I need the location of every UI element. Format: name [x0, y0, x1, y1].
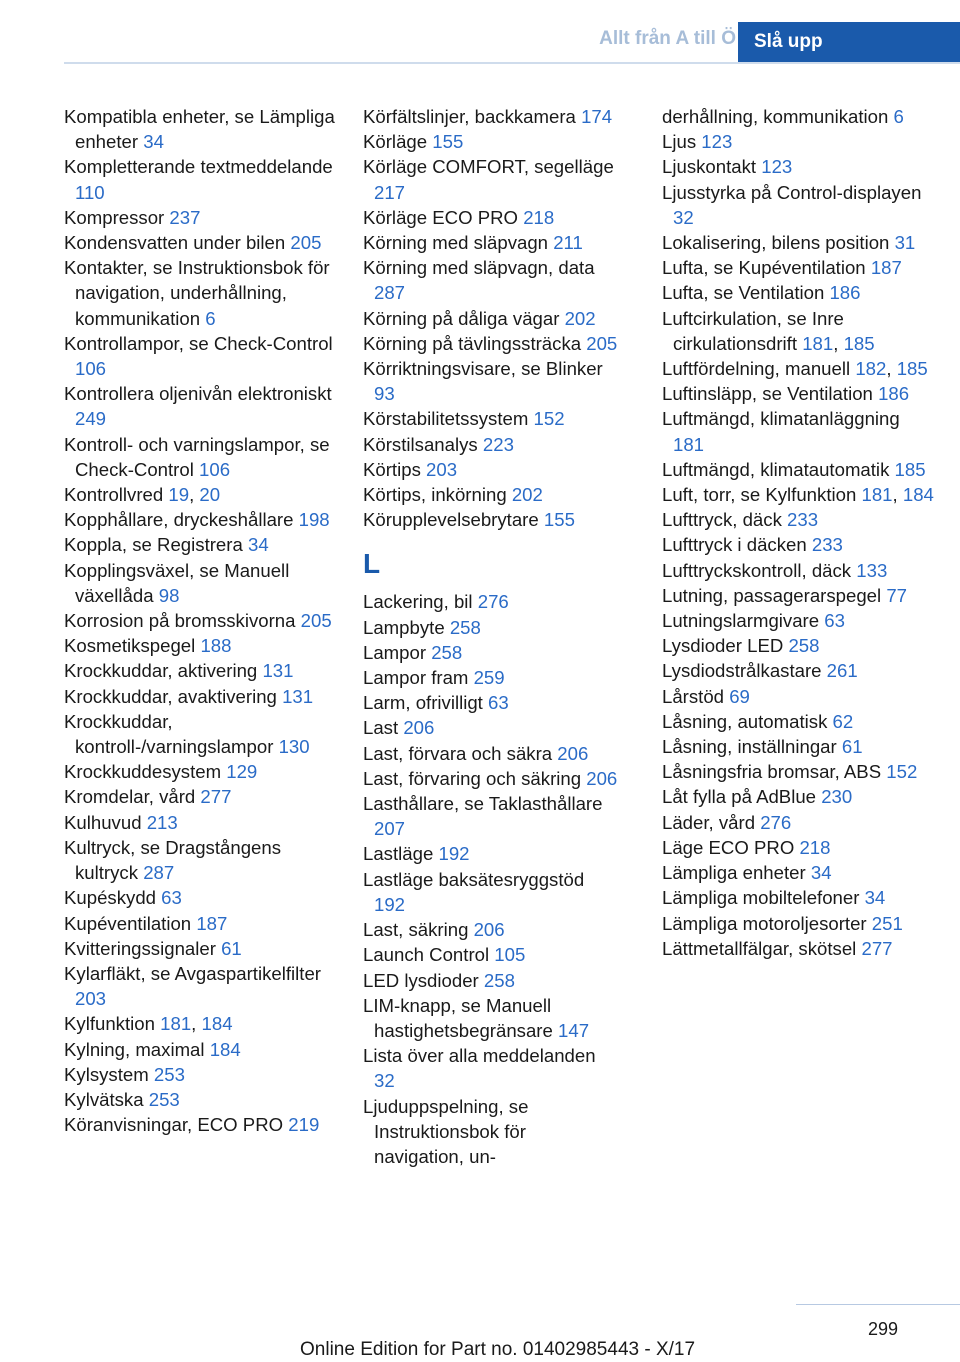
page-reference-link[interactable]: 258	[788, 635, 820, 657]
index-term: Körupplevelsebrytare	[363, 509, 539, 531]
page-reference-link[interactable]: 130	[278, 736, 310, 758]
index-term: Lämpliga enheter	[662, 862, 806, 884]
index-term: Kylarfläkt, se Avgaspartikelfilter	[64, 962, 321, 984]
page-reference-link[interactable]: 230	[821, 786, 853, 808]
page-reference-link[interactable]: 277	[200, 786, 232, 808]
index-term: Lufttryck i däcken	[662, 534, 807, 556]
index-column-1	[64, 104, 336, 1137]
page-reference-link[interactable]: 276	[760, 811, 792, 833]
page-reference-link[interactable]: 184	[201, 1013, 233, 1035]
index-entry	[662, 507, 934, 532]
page-reference-link[interactable]: 123	[701, 131, 733, 153]
index-entry	[363, 942, 618, 967]
page-reference-link[interactable]: 106	[75, 358, 107, 380]
index-term: Låt fylla på AdBlue	[662, 786, 817, 808]
page-reference-link[interactable]: 34	[864, 887, 886, 909]
page-reference-link[interactable]: 129	[226, 761, 258, 783]
index-term: Last, säkring	[363, 919, 469, 941]
index-entry	[662, 583, 934, 608]
page-reference-link[interactable]: 219	[288, 1114, 320, 1136]
page-reference-link[interactable]: 63	[488, 692, 509, 714]
index-term: Lysdioder LED	[662, 635, 784, 657]
index-term: Körning på dåliga vägar	[363, 307, 560, 329]
index-entry	[64, 432, 336, 482]
index-entry	[363, 766, 618, 791]
index-term: Lysdiodstrålkastare	[662, 660, 822, 682]
page-reference-link[interactable]: 152	[886, 761, 918, 783]
section-tab[interactable]: Allt från A till Ö	[599, 28, 736, 49]
index-entry	[363, 993, 618, 1043]
page-reference-link[interactable]: 131	[262, 660, 294, 682]
index-entry	[64, 507, 336, 532]
page-reference-link[interactable]: 6	[205, 307, 216, 329]
index-entry	[662, 280, 934, 305]
index-term: Kompletterande textmeddelande	[64, 156, 333, 178]
page-reference-link[interactable]: 152	[533, 408, 565, 430]
index-entry	[363, 482, 618, 507]
page-reference-link[interactable]: 205	[290, 232, 322, 254]
page-reference-link[interactable]: 206	[473, 919, 505, 941]
index-term: Ljuduppspelning, se Instruktionsbok för navigation, un-	[363, 1095, 529, 1167]
index-entry	[662, 684, 934, 709]
index-term: Luftinsläpp, se Ventilation	[662, 383, 873, 405]
index-term: Krockkuddesystem	[64, 761, 222, 783]
page-reference-link[interactable]: 206	[586, 767, 618, 789]
index-entry	[662, 255, 934, 280]
page-reference-link[interactable]: 181	[673, 433, 705, 455]
index-entry	[64, 936, 336, 961]
page-reference-link[interactable]: 63	[824, 610, 845, 632]
header-bar	[64, 0, 960, 64]
index-term: Låsning, automatisk	[662, 710, 828, 732]
index-entry	[363, 917, 618, 942]
page-reference-link[interactable]: 253	[153, 1063, 185, 1085]
index-entry	[363, 154, 618, 204]
index-entry	[662, 104, 934, 129]
index-entry	[662, 810, 934, 835]
page-reference-link[interactable]: 213	[146, 811, 178, 833]
index-term: Kosmetikspegel	[64, 635, 196, 657]
index-entry	[64, 1037, 336, 1062]
index-entry	[363, 205, 618, 230]
index-entry	[64, 1112, 336, 1137]
index-term: Lutningslarmgivare	[662, 610, 820, 632]
page-reference-link[interactable]: 276	[477, 591, 509, 613]
index-entry	[64, 154, 336, 204]
index-term: Kontroll- och varningslampor, se Check-Control	[64, 433, 330, 480]
index-term: Lasthållare, se Taklasthållare	[363, 793, 603, 815]
index-term: Körfältslinjer, backkamera	[363, 106, 576, 127]
index-term: Kompressor	[64, 206, 165, 228]
page-reference-link[interactable]: 253	[148, 1088, 180, 1110]
index-term: Kompatibla enheter, se Lämpliga enheter	[64, 106, 335, 153]
index-term: Lättmetallfälgar, skötsel	[662, 937, 857, 959]
index-entry	[64, 381, 336, 431]
page-reference-link[interactable]: 277	[861, 937, 893, 959]
index-entry	[662, 911, 934, 936]
index-term: Kylvätska	[64, 1088, 144, 1110]
page-reference-link[interactable]: 182	[855, 358, 887, 380]
index-entry	[64, 230, 336, 255]
page-reference-link[interactable]: 198	[298, 509, 330, 531]
index-entry: Luft, torr, se Kylfunktion 181, 184	[662, 484, 934, 506]
page-reference-link[interactable]: 123	[761, 156, 793, 178]
index-entry	[64, 709, 336, 759]
page-reference-link[interactable]: 185	[843, 332, 875, 354]
index-term: Kontrollera oljenivån elektroniskt	[64, 383, 332, 405]
page-reference-link[interactable]: 186	[829, 282, 861, 304]
page-reference-link[interactable]: 223	[482, 433, 514, 455]
index-term: Körning på tävlingssträcka	[363, 332, 582, 354]
index-term: Korrosion på bromsskivorna	[64, 610, 296, 632]
index-term: Läder, vård	[662, 811, 756, 833]
page-reference-link[interactable]: 192	[438, 843, 470, 865]
index-term: Körstilsanalys	[363, 433, 478, 455]
page-reference-link[interactable]: 181	[802, 332, 834, 354]
index-entry	[662, 180, 934, 230]
page-reference-link[interactable]: 188	[200, 635, 232, 657]
page-reference-link[interactable]: 251	[871, 912, 903, 934]
page-reference-link[interactable]: 233	[787, 509, 819, 531]
index-term: Lista över alla meddelanden	[363, 1045, 596, 1067]
index-term: Krockkuddar, aktivering	[64, 660, 258, 682]
index-term: Lämpliga mobiltelefoner	[662, 887, 860, 909]
page-reference-link[interactable]: 237	[169, 206, 201, 228]
page-reference-link[interactable]: 187	[196, 912, 228, 934]
index-entry	[662, 734, 934, 759]
index-term: Kromdelar, vård	[64, 786, 196, 808]
page-reference-link[interactable]: 63	[161, 887, 182, 909]
page-reference-link[interactable]: 258	[483, 969, 515, 991]
index-term: Ljus	[662, 131, 697, 153]
index-entry	[662, 457, 934, 482]
index-term: Körstabilitetssystem	[363, 408, 529, 430]
index-term: Lufttryckskontroll, däck	[662, 559, 852, 581]
index-entry	[363, 457, 618, 482]
page-reference-link[interactable]: 61	[221, 937, 242, 959]
index-term: Larm, ofrivilligt	[363, 692, 483, 714]
index-term: Luftfördelning, manuell	[662, 358, 851, 380]
index-term: Lufta, se Ventilation	[662, 282, 825, 304]
index-entry	[662, 381, 934, 406]
page-reference-link[interactable]: 259	[473, 667, 505, 689]
page-reference-link[interactable]: 233	[811, 534, 843, 556]
page-reference-link[interactable]: 93	[374, 383, 395, 405]
index-term: Körläge COMFORT, segelläge	[363, 156, 614, 178]
index-entry	[363, 665, 618, 690]
page-reference-link[interactable]: 218	[523, 206, 555, 228]
index-entry	[662, 154, 934, 179]
index-entry	[662, 709, 934, 734]
index-term: Låsning, inställningar	[662, 736, 837, 758]
index-term: Körläge	[363, 131, 428, 153]
index-entry	[662, 936, 934, 961]
index-entry	[64, 532, 336, 557]
index-column-3	[662, 104, 934, 961]
edition-note: Online Edition for Part no. 01402985443 - X/17	[300, 1339, 696, 1360]
index-entry	[363, 589, 618, 614]
index-entry	[363, 841, 618, 866]
index-term: Ljusstyrka på Control-displayen	[662, 181, 922, 203]
index-term: Luftcirkulation, se Inre cirkulationsdrift	[662, 307, 844, 354]
index-entry	[64, 633, 336, 658]
index-term: derhållning, kommunikation	[662, 106, 889, 127]
index-entry	[363, 356, 618, 406]
index-term: Låsningsfria bromsar, ABS	[662, 761, 882, 783]
page-reference-link[interactable]: 206	[403, 717, 435, 739]
index-term: Kondensvatten under bilen	[64, 232, 286, 254]
index-entry	[363, 230, 618, 255]
index-term: Läge ECO PRO	[662, 836, 795, 858]
index-term: Lastläge	[363, 843, 434, 865]
index-entry	[363, 255, 618, 305]
index-entry	[64, 885, 336, 910]
page-reference-link[interactable]: 105	[494, 944, 526, 966]
index-entry	[64, 759, 336, 784]
index-term: Last	[363, 717, 399, 739]
index-term: Lampor	[363, 641, 427, 663]
page-reference-link[interactable]: 34	[247, 534, 269, 556]
index-entry	[64, 911, 336, 936]
page-reference-link[interactable]: 186	[878, 383, 910, 405]
index-term: Kvitteringssignaler	[64, 937, 216, 959]
index-term: Kultryck, se Dragstångens kultryck	[64, 836, 282, 884]
index-term: Launch Control	[363, 944, 490, 966]
page-reference-link[interactable]: 249	[75, 408, 107, 430]
index-term: Krockkuddar, kontroll-/varningslampor	[64, 710, 274, 758]
index-entry	[363, 104, 618, 129]
page-reference-link[interactable]: 155	[432, 131, 464, 153]
page-reference-link[interactable]: 20	[199, 484, 221, 506]
index-entry	[64, 684, 336, 709]
index-entry	[64, 835, 336, 885]
index-entry	[662, 860, 934, 885]
index-term: Kontrollampor, se Check-Control	[64, 332, 333, 354]
index-term: Lämpliga motoroljesorter	[662, 912, 867, 934]
page-reference-link[interactable]: 31	[894, 232, 916, 254]
index-term: Koppla, se Registrera	[64, 534, 243, 556]
index-entry	[363, 690, 618, 715]
index-entry	[662, 230, 934, 255]
page-reference-link[interactable]: 147	[558, 1019, 590, 1041]
index-term: Körriktningsvisare, se Blinker	[363, 358, 603, 380]
page-number: 299	[867, 1319, 898, 1339]
page-reference-link[interactable]: 202	[511, 484, 543, 506]
page-reference-link[interactable]: 106	[199, 458, 231, 480]
index-entry	[64, 961, 336, 1011]
index-entry	[64, 1062, 336, 1087]
index-entry	[64, 104, 336, 154]
index-entry: Luftfördelning, manuell 182, 185	[662, 358, 928, 380]
page-reference-link[interactable]: 187	[870, 257, 902, 279]
index-entry	[662, 129, 934, 154]
page-reference-link[interactable]: 217	[374, 181, 406, 203]
page-reference-link[interactable]: 185	[896, 358, 928, 380]
index-entry	[662, 658, 934, 683]
page-reference-link[interactable]: 203	[426, 458, 458, 480]
index-entry	[64, 558, 336, 608]
index-term: Lampbyte	[363, 616, 445, 638]
index-entry	[363, 1043, 618, 1093]
page-reference-link[interactable]: 155	[543, 509, 575, 531]
index-term: Kulhuvud	[64, 811, 142, 833]
index-entry	[64, 784, 336, 809]
page-reference-link[interactable]: 174	[581, 106, 613, 127]
index-term: Lackering, bil	[363, 591, 473, 613]
index-entry	[363, 615, 618, 640]
index-term: Lastläge baksätesryggstöd	[363, 868, 585, 890]
page-reference-link[interactable]: 287	[143, 862, 175, 884]
index-term: LED lysdioder	[363, 969, 479, 991]
page-reference-link[interactable]: 203	[75, 988, 107, 1010]
index-entry	[64, 255, 336, 331]
page-reference-link[interactable]: 258	[431, 641, 463, 663]
page-reference-link[interactable]: 110	[75, 181, 105, 203]
page-reference-link[interactable]: 32	[374, 1070, 395, 1092]
index-entry	[363, 741, 618, 766]
index-entry	[64, 658, 336, 683]
page-reference-link[interactable]: 287	[374, 282, 406, 304]
index-entry	[363, 507, 618, 532]
index-term: Last, förvara och säkra	[363, 742, 553, 764]
index-entry	[662, 835, 934, 860]
page-reference-link[interactable]: 211	[553, 232, 583, 254]
index-entry	[363, 1094, 618, 1170]
index-entry	[363, 432, 618, 457]
page-reference-link[interactable]: 261	[826, 660, 858, 682]
page-reference-link[interactable]: 207	[374, 818, 406, 840]
index-column-2	[363, 104, 618, 1169]
index-term: Kupéskydd	[64, 887, 156, 909]
index-term: Luft, torr, se Kylfunktion	[662, 484, 857, 506]
index-term: Luftmängd, klimatautomatik	[662, 458, 890, 480]
index-term: Lutning, passagerarspegel	[662, 584, 882, 606]
index-term: Körning med släpvagn, data	[363, 257, 595, 279]
page-reference-link[interactable]: 133	[856, 559, 888, 581]
index-entry	[363, 640, 618, 665]
page-reference-link[interactable]: 69	[729, 685, 750, 707]
index-entry	[363, 406, 618, 431]
page-reference-link[interactable]: 205	[586, 332, 618, 354]
index-entry	[64, 205, 336, 230]
index-term: Körning med släpvagn	[363, 232, 549, 254]
index-entry: Kylfunktion 181, 184	[64, 1013, 233, 1035]
index-entry	[662, 633, 934, 658]
page-reference-link[interactable]: 131	[282, 685, 314, 707]
index-entry: Kontrollvred 19, 20	[64, 484, 221, 506]
page-reference-link[interactable]: 258	[449, 616, 481, 638]
index-term: Luftmängd, klimatanläggning	[662, 408, 900, 430]
page-reference-link[interactable]: 205	[300, 610, 332, 632]
index-term: Kupéventilation	[64, 912, 192, 934]
section-letter-heading: L	[363, 548, 381, 580]
index-term: Kylfunktion	[64, 1013, 155, 1035]
index-entry	[363, 331, 618, 356]
page-reference-link[interactable]: 62	[832, 710, 854, 732]
page-reference-link[interactable]: 61	[841, 736, 863, 758]
index-term: Lårstöd	[662, 685, 725, 707]
page-reference-link[interactable]: 98	[158, 584, 180, 606]
index-entry	[64, 1087, 336, 1112]
page-reference-link[interactable]: 206	[557, 742, 589, 764]
index-entry	[662, 759, 934, 784]
index-entry	[662, 558, 934, 583]
index-term: Kopplingsväxel, se Manuell växellåda	[64, 559, 290, 606]
index-term: Lokalisering, bilens position	[662, 232, 890, 254]
page-reference-link[interactable]: 192	[374, 893, 406, 915]
index-entry	[64, 810, 336, 835]
index-term: Ljuskontakt	[662, 156, 757, 178]
index-term: Kylsystem	[64, 1063, 149, 1085]
index-term: Köranvisningar, ECO PRO	[64, 1114, 284, 1136]
page-reference-link[interactable]: 6	[893, 106, 904, 127]
index-entry	[64, 608, 336, 633]
index-entry: Luftcirkulation, se Inre cirkulationsdrift 181, 185	[662, 307, 875, 354]
footer-rule	[796, 1304, 960, 1305]
index-entry	[363, 715, 618, 740]
index-entry	[363, 791, 618, 841]
page-reference-link[interactable]: 202	[564, 307, 596, 329]
index-term: Kontakter, se Instruktionsbok för navigation, underhållning, kommunikation	[64, 257, 330, 329]
index-entry	[662, 406, 934, 456]
index-term: Lufttryck, däck	[662, 509, 782, 531]
index-entry	[662, 885, 934, 910]
index-term: Krockkuddar, avaktivering	[64, 685, 277, 707]
index-term: Kopphållare, dryckeshållare	[64, 509, 294, 531]
page-reference-link[interactable]: 34	[143, 131, 164, 153]
index-entry	[363, 306, 618, 331]
page-reference-link[interactable]: 77	[886, 584, 908, 606]
page-reference-link[interactable]: 32	[673, 206, 694, 228]
index-entry	[662, 784, 934, 809]
index-entry	[363, 129, 618, 154]
index-term: LIM-knapp, se Manuell hastighetsbegränsare	[363, 994, 553, 1041]
index-term: Lampor fram	[363, 667, 469, 689]
page-reference-link[interactable]: 218	[799, 836, 831, 858]
lookup-tab[interactable]: Slå upp	[738, 22, 960, 62]
index-term: Körläge ECO PRO	[363, 206, 519, 228]
index-entry	[64, 331, 336, 381]
page-reference-link[interactable]: 181	[160, 1013, 192, 1035]
index-entry	[363, 968, 618, 993]
page-reference-link[interactable]: 184	[902, 484, 934, 506]
index-entry	[363, 867, 618, 917]
index-term: Last, förvaring och säkring	[363, 767, 582, 789]
page-reference-link[interactable]: 19	[168, 484, 190, 506]
index-term: Kylning, maximal	[64, 1038, 205, 1060]
page-reference-link[interactable]: 181	[861, 484, 893, 506]
index-entry	[662, 608, 934, 633]
page-reference-link[interactable]: 184	[209, 1038, 241, 1060]
index-term: Kontrollvred	[64, 484, 164, 506]
index-entry	[662, 532, 934, 557]
index-term: Lufta, se Kupéventilation	[662, 257, 866, 279]
page-reference-link[interactable]: 185	[894, 458, 926, 480]
index-term: Körtips	[363, 458, 421, 480]
index-term: Körtips, inkörning	[363, 484, 507, 506]
page-reference-link[interactable]: 34	[810, 862, 832, 884]
